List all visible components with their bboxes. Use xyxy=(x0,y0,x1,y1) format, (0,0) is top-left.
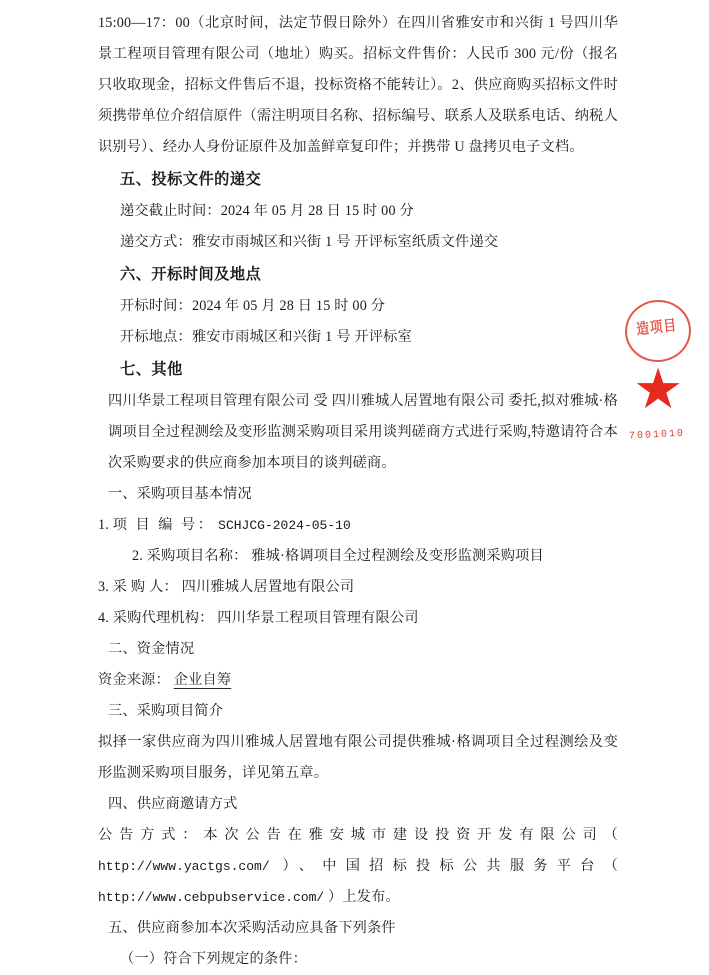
fund-source-row xyxy=(98,665,618,696)
section-6-line-1: 开标时间：2024 年 05 月 28 日 15 时 00 分 xyxy=(120,298,386,314)
notice-mid: ）、中国招标投标公共服务平台（ xyxy=(282,858,618,874)
fund-source-value: 企业自筹 xyxy=(173,672,232,688)
notice-url-2[interactable]: http://www.cebpubservice.com/ xyxy=(98,890,325,905)
subsection-title-5: 五、供应商参加本次采购活动应具备下列条件 xyxy=(108,920,396,936)
other-intro-paragraph: 四川华景工程项目管理有限公司 受 四川雅城人居置地有限公司 委托,拟对雅城·格调项目全过程测绘及变形监测采购项目采用谈判磋商方式进行采购,特邀请符合本次采购要求的供应商参加本项目的谈判磋商。 xyxy=(108,393,618,471)
project-name-value: 雅城·格调项目全过程测绘及变形监测采购项目 xyxy=(251,548,544,564)
section-heading-7: 七、其他 xyxy=(120,361,183,378)
project-name-label: 采购项目名称： xyxy=(146,548,248,564)
section-heading-5: 五、投标文件的递交 xyxy=(120,171,262,188)
project-number-value: SCHJCG-2024-05-10 xyxy=(218,518,351,533)
project-name-row xyxy=(132,541,618,572)
section-6-line-2: 开标地点：雅安市雨城区和兴街 1 号 开评标室 xyxy=(120,329,412,345)
seal-oval-text: 造项目 xyxy=(635,318,678,339)
section-5-line-1: 递交截止时间：2024 年 05 月 28 日 15 时 00 分 xyxy=(120,203,414,219)
subsection-title-4: 四、供应商邀请方式 xyxy=(108,796,238,812)
purchaser-no: 3. xyxy=(98,579,110,595)
document-content xyxy=(98,8,618,975)
seal-code-text: 7001010 xyxy=(628,428,686,443)
subsection-title-3: 三、采购项目简介 xyxy=(108,703,224,719)
notice-prefix: 公告方式：本次公告在雅安城市建设投资开发有限公司（ xyxy=(98,827,618,843)
agency-value: 四川华景工程项目管理有限公司 xyxy=(217,610,419,626)
red-seal-stamp xyxy=(617,300,703,475)
top-paragraph: 15:00—17：00（北京时间，法定节假日除外）在四川省雅安市和兴街 1 号四川华景工程项目管理有限公司（地址）购买。招标文件售价：人民币 300 元/份（报名只收取现金，招标文件售后不退，投标资格不能转让）。2、供应商购买招标文件时须携带单位介绍信原件（需注明项目名称、招标编号、联系人及联系电话、纳税人识别号）、经办人身份证原件及加盖鲜章复印件；并携带 U 盘拷贝电子文档。 xyxy=(98,15,618,155)
project-brief-body: 拟择一家供应商为四川雅城人居置地有限公司提供雅城·格调项目全过程测绘及变形监测采购项目服务，详见第五章。 xyxy=(98,734,618,781)
project-number-label: 项 目 编 号： xyxy=(112,517,215,533)
project-name-no: 2. xyxy=(132,548,144,564)
agency-row xyxy=(98,603,618,634)
section-5-line-2: 递交方式：雅安市雨城区和兴街 1 号 开评标室纸质文件递交 xyxy=(120,234,499,250)
agency-no: 4. xyxy=(98,610,110,626)
fund-source-label: 资金来源： xyxy=(98,672,170,688)
purchaser-label: 采 购 人： xyxy=(112,579,178,595)
notice-url-1[interactable]: http://www.yactgs.com/ xyxy=(98,859,270,874)
subsection-title-1: 一、采购项目基本情况 xyxy=(108,486,252,502)
notice-suffix: ）上发布。 xyxy=(328,889,400,905)
section-heading-6: 六、开标时间及地点 xyxy=(120,266,262,283)
project-number-row xyxy=(98,510,618,541)
purchaser-value: 四川雅城人居置地有限公司 xyxy=(181,579,355,595)
seal-oval-icon xyxy=(622,297,694,366)
notice-method-paragraph xyxy=(98,820,618,913)
project-number-no: 1. xyxy=(98,517,110,533)
agency-label: 采购代理机构： xyxy=(112,610,214,626)
subsection-title-2: 二、资金情况 xyxy=(108,641,195,657)
subsection-5-item-1: （一）符合下列规定的条件： xyxy=(120,951,308,967)
purchaser-row xyxy=(98,572,618,603)
